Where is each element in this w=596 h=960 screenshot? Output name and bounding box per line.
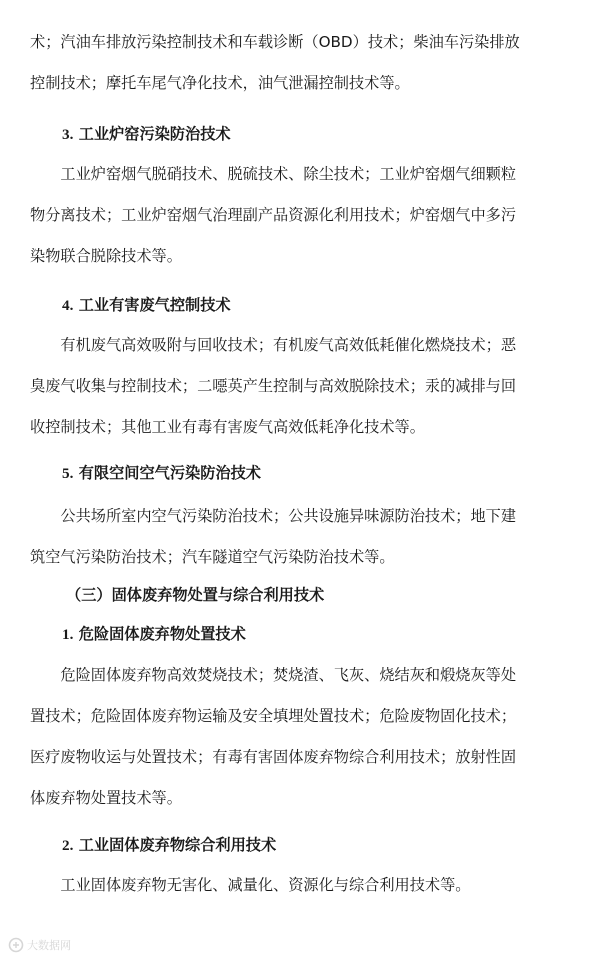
heading-text: 工业有害废气控制技术 — [78, 296, 231, 314]
text-line: 控制技术；摩托车尾气净化技术，油气泄漏控制技术等。 — [30, 74, 410, 92]
text-line: 筑空气污染防治技术；汽车隧道空气污染防治技术等。 — [30, 548, 395, 566]
heading-text: （三）固体废弃物处置与综合利用技术 — [66, 586, 325, 604]
text-line: 染物联合脱除技术等。 — [30, 247, 182, 265]
heading-number: 1. — [62, 626, 74, 643]
paragraph-hazardous-gas — [30, 325, 570, 448]
text-line: 有机废气高效吸附与回收技术；有机废气高效低耗催化燃烧技术；恶 — [30, 336, 516, 354]
heading-number: 5. — [62, 465, 74, 482]
section-heading-1 — [62, 624, 246, 645]
text-line: 工业炉窑烟气脱硝技术、脱硫技术、除尘技术；工业炉窑烟气细颗粒 — [30, 165, 516, 183]
text-line: 公共场所室内空气污染防治技术；公共设施异味源防治技术；地下建 — [30, 507, 516, 525]
text-line: 术；汽油车排放污染控制技术和车载诊断（OBD）技术；柴油车污染排放 — [30, 33, 520, 51]
chapter-heading-solid-waste — [66, 585, 324, 605]
watermark-text: 大数据网 — [27, 939, 71, 952]
text-line: 臭废气收集与控制技术；二噁英产生控制与高效脱除技术；汞的减排与回 — [30, 377, 516, 395]
watermark-logo-icon — [8, 937, 24, 953]
paragraph-industrial-solid — [30, 865, 570, 906]
heading-text: 工业固体废弃物综合利用技术 — [78, 836, 277, 854]
heading-number: 4. — [62, 297, 74, 314]
heading-text: 危险固体废弃物处置技术 — [78, 625, 246, 643]
heading-number: 2. — [62, 837, 74, 854]
text-line: 医疗废物收运与处置技术；有毒有害固体废弃物综合利用技术；放射性固 — [30, 748, 516, 766]
section-heading-4 — [62, 295, 231, 316]
text-line: 危险固体废弃物高效焚烧技术；焚烧渣、飞灰、烧结灰和煅烧灰等处 — [30, 666, 516, 684]
text-line: 物分离技术；工业炉窑烟气治理副产品资源化利用技术；炉窑烟气中多污 — [30, 206, 516, 224]
section-heading-2 — [62, 835, 276, 856]
watermark — [8, 936, 71, 954]
text-line: 体废弃物处置技术等。 — [30, 789, 182, 807]
paragraph-vehicle-emission — [30, 22, 570, 104]
text-line: 置技术；危险固体废弃物运输及安全填埋处置技术；危险废物固化技术； — [30, 707, 516, 725]
paragraph-confined-space — [30, 496, 570, 578]
heading-number: 3. — [62, 126, 74, 143]
text-line: 工业固体废弃物无害化、减量化、资源化与综合利用技术等。 — [30, 876, 471, 894]
paragraph-hazardous-solid — [30, 655, 570, 819]
section-heading-3 — [62, 124, 231, 145]
section-heading-5 — [62, 463, 261, 484]
heading-text: 有限空间空气污染防治技术 — [78, 464, 261, 482]
heading-text: 工业炉窑污染防治技术 — [78, 125, 231, 143]
text-line: 收控制技术；其他工业有毒有害废气高效低耗净化技术等。 — [30, 418, 425, 436]
paragraph-kiln — [30, 154, 570, 277]
